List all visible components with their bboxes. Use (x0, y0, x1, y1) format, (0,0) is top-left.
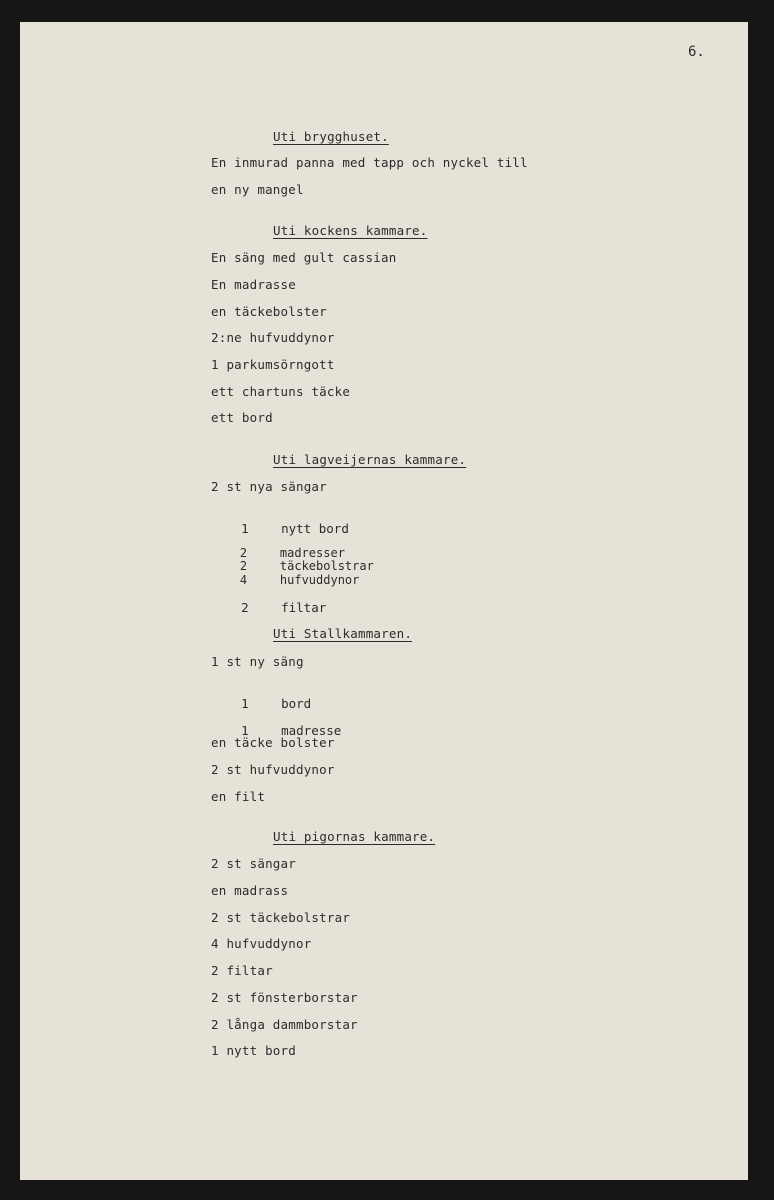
text-line: en täcke bolster (211, 735, 335, 750)
text-line: 2 st nya sängar (211, 479, 327, 494)
text-line: 2:ne hufvuddynor (211, 330, 335, 345)
text-line: 2 st hufvuddynor (211, 762, 335, 777)
section-heading-brygghuset: Uti brygghuset. (273, 129, 389, 144)
section-heading-pigornas-kammare: Uti pigornas kammare. (273, 829, 436, 844)
text-line: 2 st sängar (211, 856, 296, 871)
section-heading-lagveijernas-kammare: Uti lagveijernas kammare. (273, 452, 467, 467)
text-line: en ny mangel (211, 182, 304, 197)
list-item (211, 585, 326, 630)
text-line: 1 parkumsörngott (211, 357, 335, 372)
text-line: 2 st fönsterborstar (211, 990, 358, 1005)
text-line: ett chartuns täcke (211, 384, 351, 399)
section-heading-stallkammaren: Uti Stallkammaren. (273, 626, 413, 641)
text-line: ett bord (211, 410, 273, 425)
section-heading-kockens-kammare: Uti kockens kammare. (273, 223, 428, 238)
item-quantity: 4 (239, 573, 248, 587)
item-text: hufvuddynor (279, 573, 360, 587)
text-line: 2 st täckebolstrar (211, 910, 351, 925)
text-line: 2 filtar (211, 963, 273, 978)
item-quantity: 1 (241, 521, 249, 536)
document-page (20, 22, 748, 1180)
text-line: en madrass (211, 883, 289, 898)
item-quantity: 1 (241, 696, 249, 711)
text-line: En säng med gult cassian (211, 250, 397, 265)
item-quantity: 2 (239, 546, 248, 560)
text-line: en filt (211, 789, 266, 804)
text-line: 2 långa dammborstar (211, 1017, 358, 1032)
text-line: En madrasse (211, 277, 296, 292)
item-text: bord (281, 696, 312, 711)
item-quantity: 1 (241, 723, 249, 738)
item-quantity: 2 (241, 600, 249, 615)
text-line: En inmurad panna med tapp och nyckel till (211, 155, 528, 170)
item-text: täckebolstrar (279, 559, 374, 573)
text-line: 4 hufvuddynor (211, 936, 312, 951)
text-line: 1 nytt bord (211, 1043, 296, 1058)
item-text: madresser (279, 546, 345, 560)
item-text: madresse (281, 723, 342, 738)
item-text: nytt bord (281, 521, 349, 536)
text-line: 1 st ny säng (211, 654, 304, 669)
item-quantity: 2 (239, 559, 248, 573)
text-line: en täckebolster (211, 304, 327, 319)
page-number: 6. (688, 44, 705, 60)
item-text: filtar (281, 600, 327, 615)
